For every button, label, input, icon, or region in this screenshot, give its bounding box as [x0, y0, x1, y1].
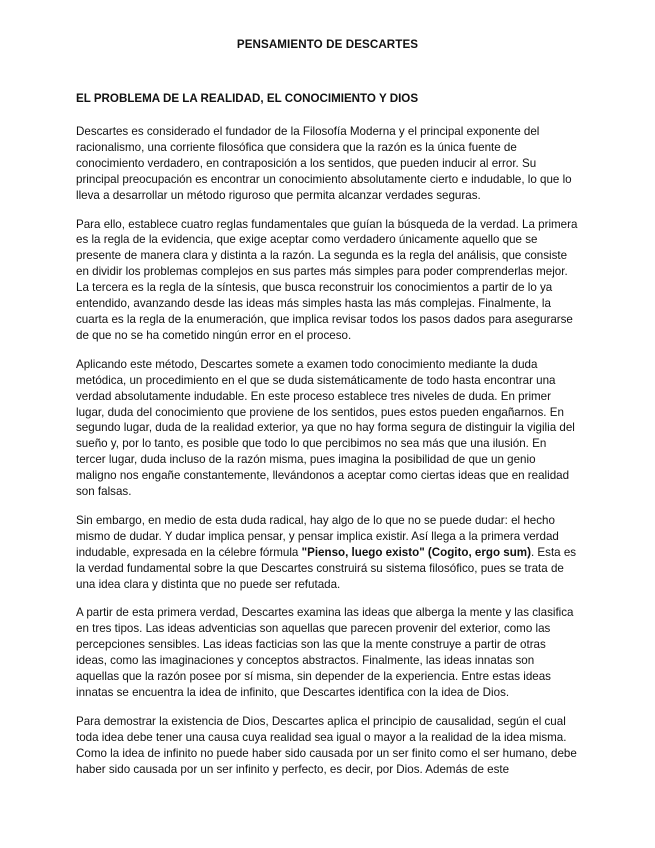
paragraph-6: Para demostrar la existencia de Dios, Descartes aplica el principio de causalidad, según el cual toda idea debe tener una causa cuya realidad sea igual o mayor a la realidad de la idea misma. Como la idea de infinito no puede haber sido causada por un ser finito como el ser humano, debe haber sido causada por un ser infinito y perfecto, es decir, por Dios. Además de este — [76, 714, 577, 776]
paragraph-2: Para ello, establece cuatro reglas fundamentales que guían la búsqueda de la verdad. La primera es la regla de la evidencia, que exige aceptar como verdadero únicamente aquello que se presente de manera clara y distinta a la razón. La segunda es la regla del análisis, que consiste en dividir los problemas complejos en sus partes más simples para poder comprenderlas mejor. La tercera es la regla de la síntesis, que busca reconstruir los conocimientos a partir de lo ya entendido, avanzando desde las ideas más simples hasta las más complejas. Finalmente, la cuarta es la regla de la enumeración, que implica revisar todos los pasos dados para asegurarse de que no se ha cometido ningún error en el proceso. — [76, 217, 578, 342]
paragraph-5: A partir de esta primera verdad, Descartes examina las ideas que alberga la mente y las clasifica en tres tipos. Las ideas adventicias son aquellas que parecen provenir del exterior, como las percepciones sensibles. Las ideas facticias son las que la mente construye a partir de otras ideas, como las imaginaciones y conceptos abstractos. Finalmente, las ideas innatas son aquellas que la razón posee por sí misma, sin depender de la experiencia. Entre estas ideas innatas se encuentra la idea de infinito, que Descartes identifica con la idea de Dios. — [76, 606, 574, 699]
paragraph-4-text-after: . Esta es la verdad fundamental sobre la que Descartes construirá su sistema filosófico, pues se trata de una idea clara y distinta que no puede ser refutada. — [76, 545, 577, 591]
document-title: PENSAMIENTO DE DESCARTES — [236, 38, 419, 51]
paragraph-3: Aplicando este método, Descartes somete a examen todo conocimiento mediante la duda metódica, un procedimiento en el que se duda sistemáticamente de todo hasta encontrar una verdad absolutamente indudable. En este proceso establece tres niveles de duda. En primer lugar, duda del conocimiento que proviene de los sentidos, pues estos pueden engañarnos. En segundo lugar, duda de la realidad exterior, ya que no hay forma segura de distinguir la vigilia del sueño y, por lo tanto, es posible que todo lo que percibimos no sea más que una ilusión. En tercer lugar, duda incluso de la razón misma, pues imagina la posibilidad de que un genio maligno nos engañe constantemente, llevándonos a aceptar como ciertas ideas que en realidad son falsas. — [76, 357, 575, 499]
section-heading: EL PROBLEMA DE LA REALIDAD, EL CONOCIMIENTO Y DIOS — [76, 92, 419, 105]
paragraph-1: Descartes es considerado el fundador de la Filosofía Moderna y el principal exponente del racionalismo, una corriente filosófica que considera que la razón es la única fuente de conocimiento verdadero, en contraposición a los sentidos, que pueden inducir al error. Su principal preocupación es encontrar un conocimiento absolutamente cierto e indudable, lo que lo lleva a desarrollar un método riguroso que permita alcanzar verdades seguras. — [76, 125, 572, 202]
paragraph-4-text-before: Sin embargo, en medio de esta duda radical, hay algo de lo que no se puede dudar: el hecho mismo de dudar. Y dudar implica pensar, y pensar implica existir. Así llega a la primera verdad indudable, expresada en la célebre fórmula — [76, 513, 559, 559]
paragraph-4 — [76, 513, 579, 593]
cogito-quote: "Pienso, luego existo" (Cogito, ergo sum) — [301, 545, 531, 559]
